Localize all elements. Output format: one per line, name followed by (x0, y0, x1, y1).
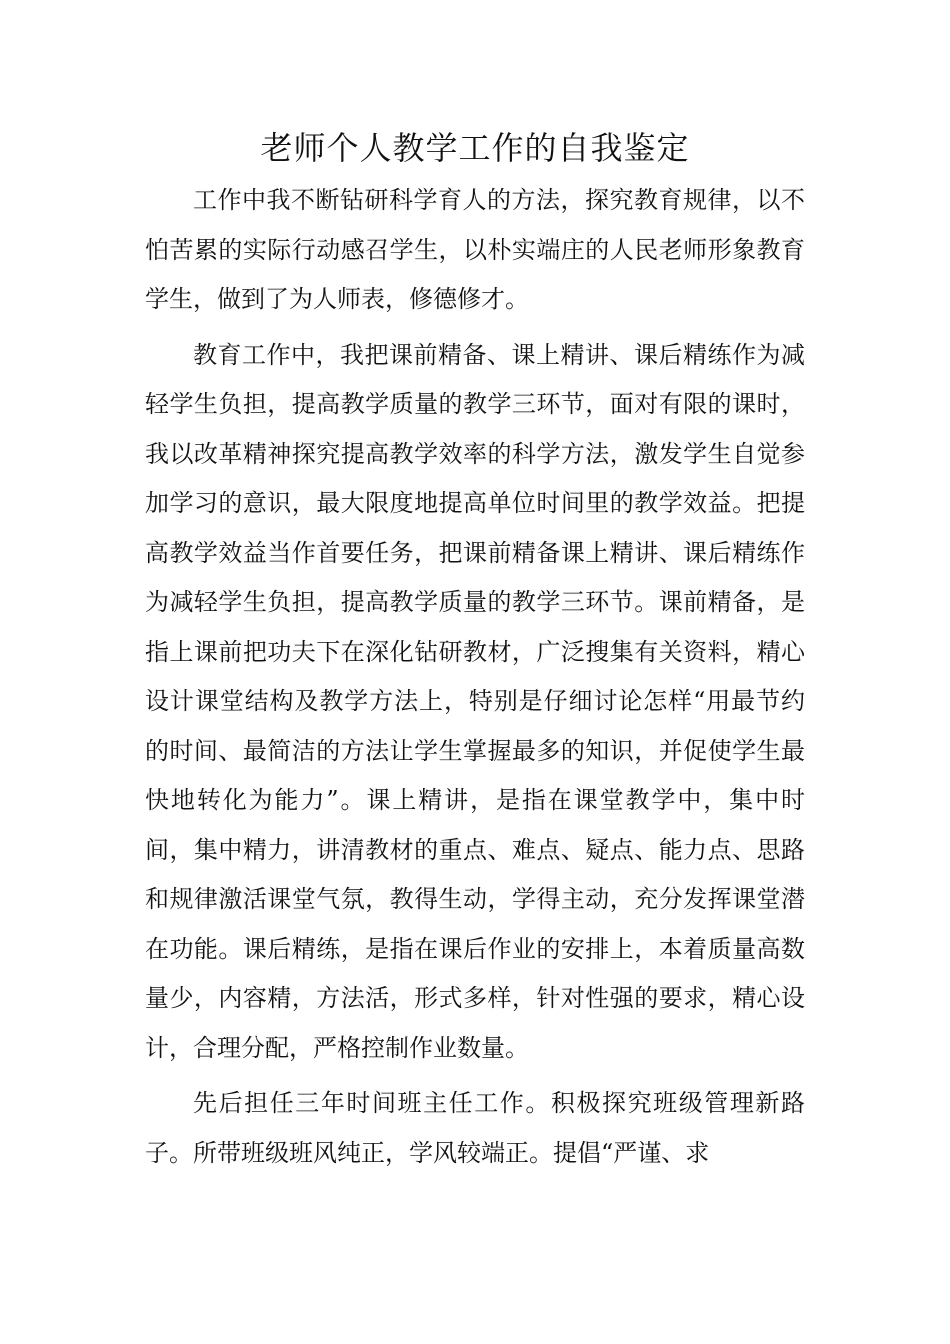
paragraph-2: 教育工作中，我把课前精备、课上精讲、课后精练作为减轻学生负担，提高教学质量的教学三环节，面对有限的课时，我以改革精神探究提高教学效率的科学方法，激发学生自觉参加学习的意识，最大限度地提高单位时间里的教学效益。把提高教学效益当作首要任务，把课前精备课上精讲、课后精练作为减轻学生负担，提高教学质量的教学三环节。课前精备，是指上课前把功夫下在深化钻研教材，广泛搜集有关资料，精心设计课堂结构及教学方法上，特别是仔细讨论怎样“用最节约的时间、最简洁的方法让学生掌握最多的知识，并促使学生最快地转化为能力”。课上精讲，是指在课堂教学中，集中时间，集中精力，讲清教材的重点、难点、疑点、能力点、思路和规律激活课堂气氛，教得生动，学得主动，充分发挥课堂潜在功能。课后精练，是指在课后作业的安排上，本着质量高数量少，内容精，方法活，形式多样，针对性强的要求，精心设计，合理分配，严格控制作业数量。 (145, 340, 805, 1062)
paragraph-3: 先后担任三年时间班主任工作。积极探究班级管理新路子。所带班级班风纯正，学风较端正。提倡“严谨、求 (145, 1089, 805, 1167)
paragraph-1: 工作中我不断钻研科学育人的方法，探究教育规律，以不怕苦累的实际行动感召学生，以朴实端庄的人民老师形象教育学生，做到了为人师表，修德修才。 (145, 186, 805, 313)
document-body (145, 176, 805, 1178)
document-title: 老师个人教学工作的自我鉴定 (260, 129, 690, 167)
